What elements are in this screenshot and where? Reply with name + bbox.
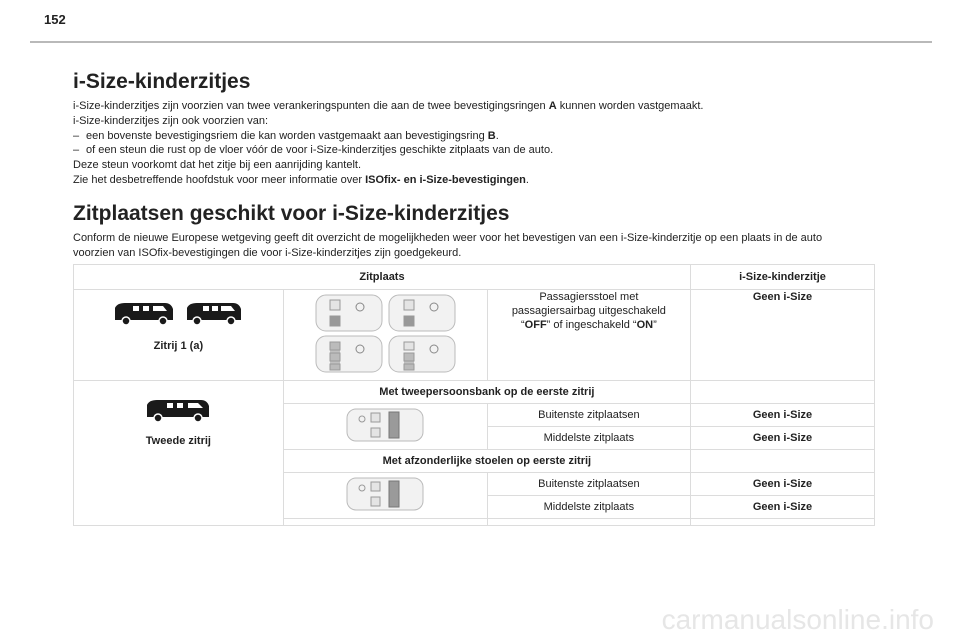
page-number: 152: [44, 12, 66, 27]
paragraph-also: i-Size-kinderzitjes zijn ook voorzien van:: [73, 114, 269, 127]
separate-middle-value: Geen i-Size: [690, 496, 874, 519]
row1-condition-cell: [487, 290, 690, 381]
bench-header: Met tweepersoonsbank op de eerste zitrij: [283, 381, 690, 404]
row1-seat-cell: [74, 290, 284, 381]
bench-middle-value: Geen i-Size: [690, 427, 874, 450]
bench-header-empty: [690, 381, 874, 404]
row1-label: Zitrij 1 (a): [153, 340, 204, 352]
row1-value: Geen i-Size: [690, 290, 874, 381]
content: [73, 70, 883, 260]
separate-outer-label: Buitenste zitplaatsen: [487, 473, 690, 496]
section-title-isize: i-Size-kinderzitjes: [73, 70, 251, 93]
bench-outer-label: Buitenste zitplaatsen: [487, 404, 690, 427]
van-long-icon: [113, 300, 175, 326]
row2-seat-cell: [74, 381, 284, 526]
van-icons-row2: [74, 397, 283, 423]
table-row-first-row: [74, 290, 875, 381]
table-header-row: [74, 265, 875, 290]
paragraph-intro: i-Size-kinderzitjes zijn voorzien van twee verankeringspunten die aan de twee bevestigingsringen A kunnen worden vastgemaakt.: [73, 100, 704, 112]
van-icon: [145, 397, 211, 423]
van-icons-row1: [74, 300, 283, 326]
section-title-seats: Zitplaatsen geschikt voor i-Size-kinderzitjes: [73, 201, 510, 225]
paragraph-legislation-1: Conform de nieuwe Europese wetgeving geeft dit overzicht de mogelijkheden weer voor het bevestigen van een i-Size-kinderzitje op een plaats in de auto: [73, 231, 823, 244]
list-item-tether: – een bovenste bevestigingsriem die kan worden vastgemaakt aan bevestigingsring B.: [73, 129, 499, 142]
paragraph-tilt: Deze steun voorkomt dat het zitje bij een aanrijding kantelt.: [73, 159, 361, 172]
row2-label: Tweede zitrij: [145, 435, 211, 447]
table-row-bench-header: [74, 381, 875, 404]
separate-middle-label: Middelste zitplaats: [487, 496, 690, 519]
row1-condition-line1: Passagiersstoel met: [539, 291, 639, 303]
list-item-support-leg: – of een steun die rust op de vloer vóór de voor i-Size-kinderzitjes geschikte zitplaats van de auto.: [73, 144, 554, 157]
separate-header-empty: [690, 450, 874, 473]
seat-layout-diagram-row1: [284, 290, 487, 376]
header-seat: Zitplaats: [74, 265, 691, 290]
row1-condition-line3: “OFF” of ingeschakeld “ON”: [521, 319, 657, 331]
paragraph-reference: Zie het desbetreffende hoofdstuk voor meer informatie over ISOfix- en i-Size-bevestigingen.: [73, 173, 529, 186]
isize-seat-table: [73, 264, 875, 526]
watermark: carmanualsonline.info: [661, 604, 934, 635]
header-divider: [30, 41, 932, 43]
bench-middle-label: Middelste zitplaats: [487, 427, 690, 450]
paragraph-legislation-2: voorzien van ISOfix-bevestigingen die voor i-Size-kinderzitjes zijn goedgekeurd.: [73, 246, 462, 259]
row1-condition-line2: passagiersairbag uitgeschakeld: [511, 305, 666, 317]
header-isize: i-Size-kinderzitje: [690, 265, 874, 290]
separate-outer-value: Geen i-Size: [690, 473, 874, 496]
separate-diagram-cell: [283, 473, 487, 519]
bench-diagram-cell: [283, 404, 487, 450]
bench-outer-value: Geen i-Size: [690, 404, 874, 427]
van-short-icon: [185, 300, 243, 326]
bench-layout-diagram: [345, 407, 425, 443]
separate-header: Met afzonderlijke stoelen op eerste zitrij: [283, 450, 690, 473]
row1-diagram-cell: [283, 290, 487, 381]
separate-seats-layout-diagram: [345, 476, 425, 512]
